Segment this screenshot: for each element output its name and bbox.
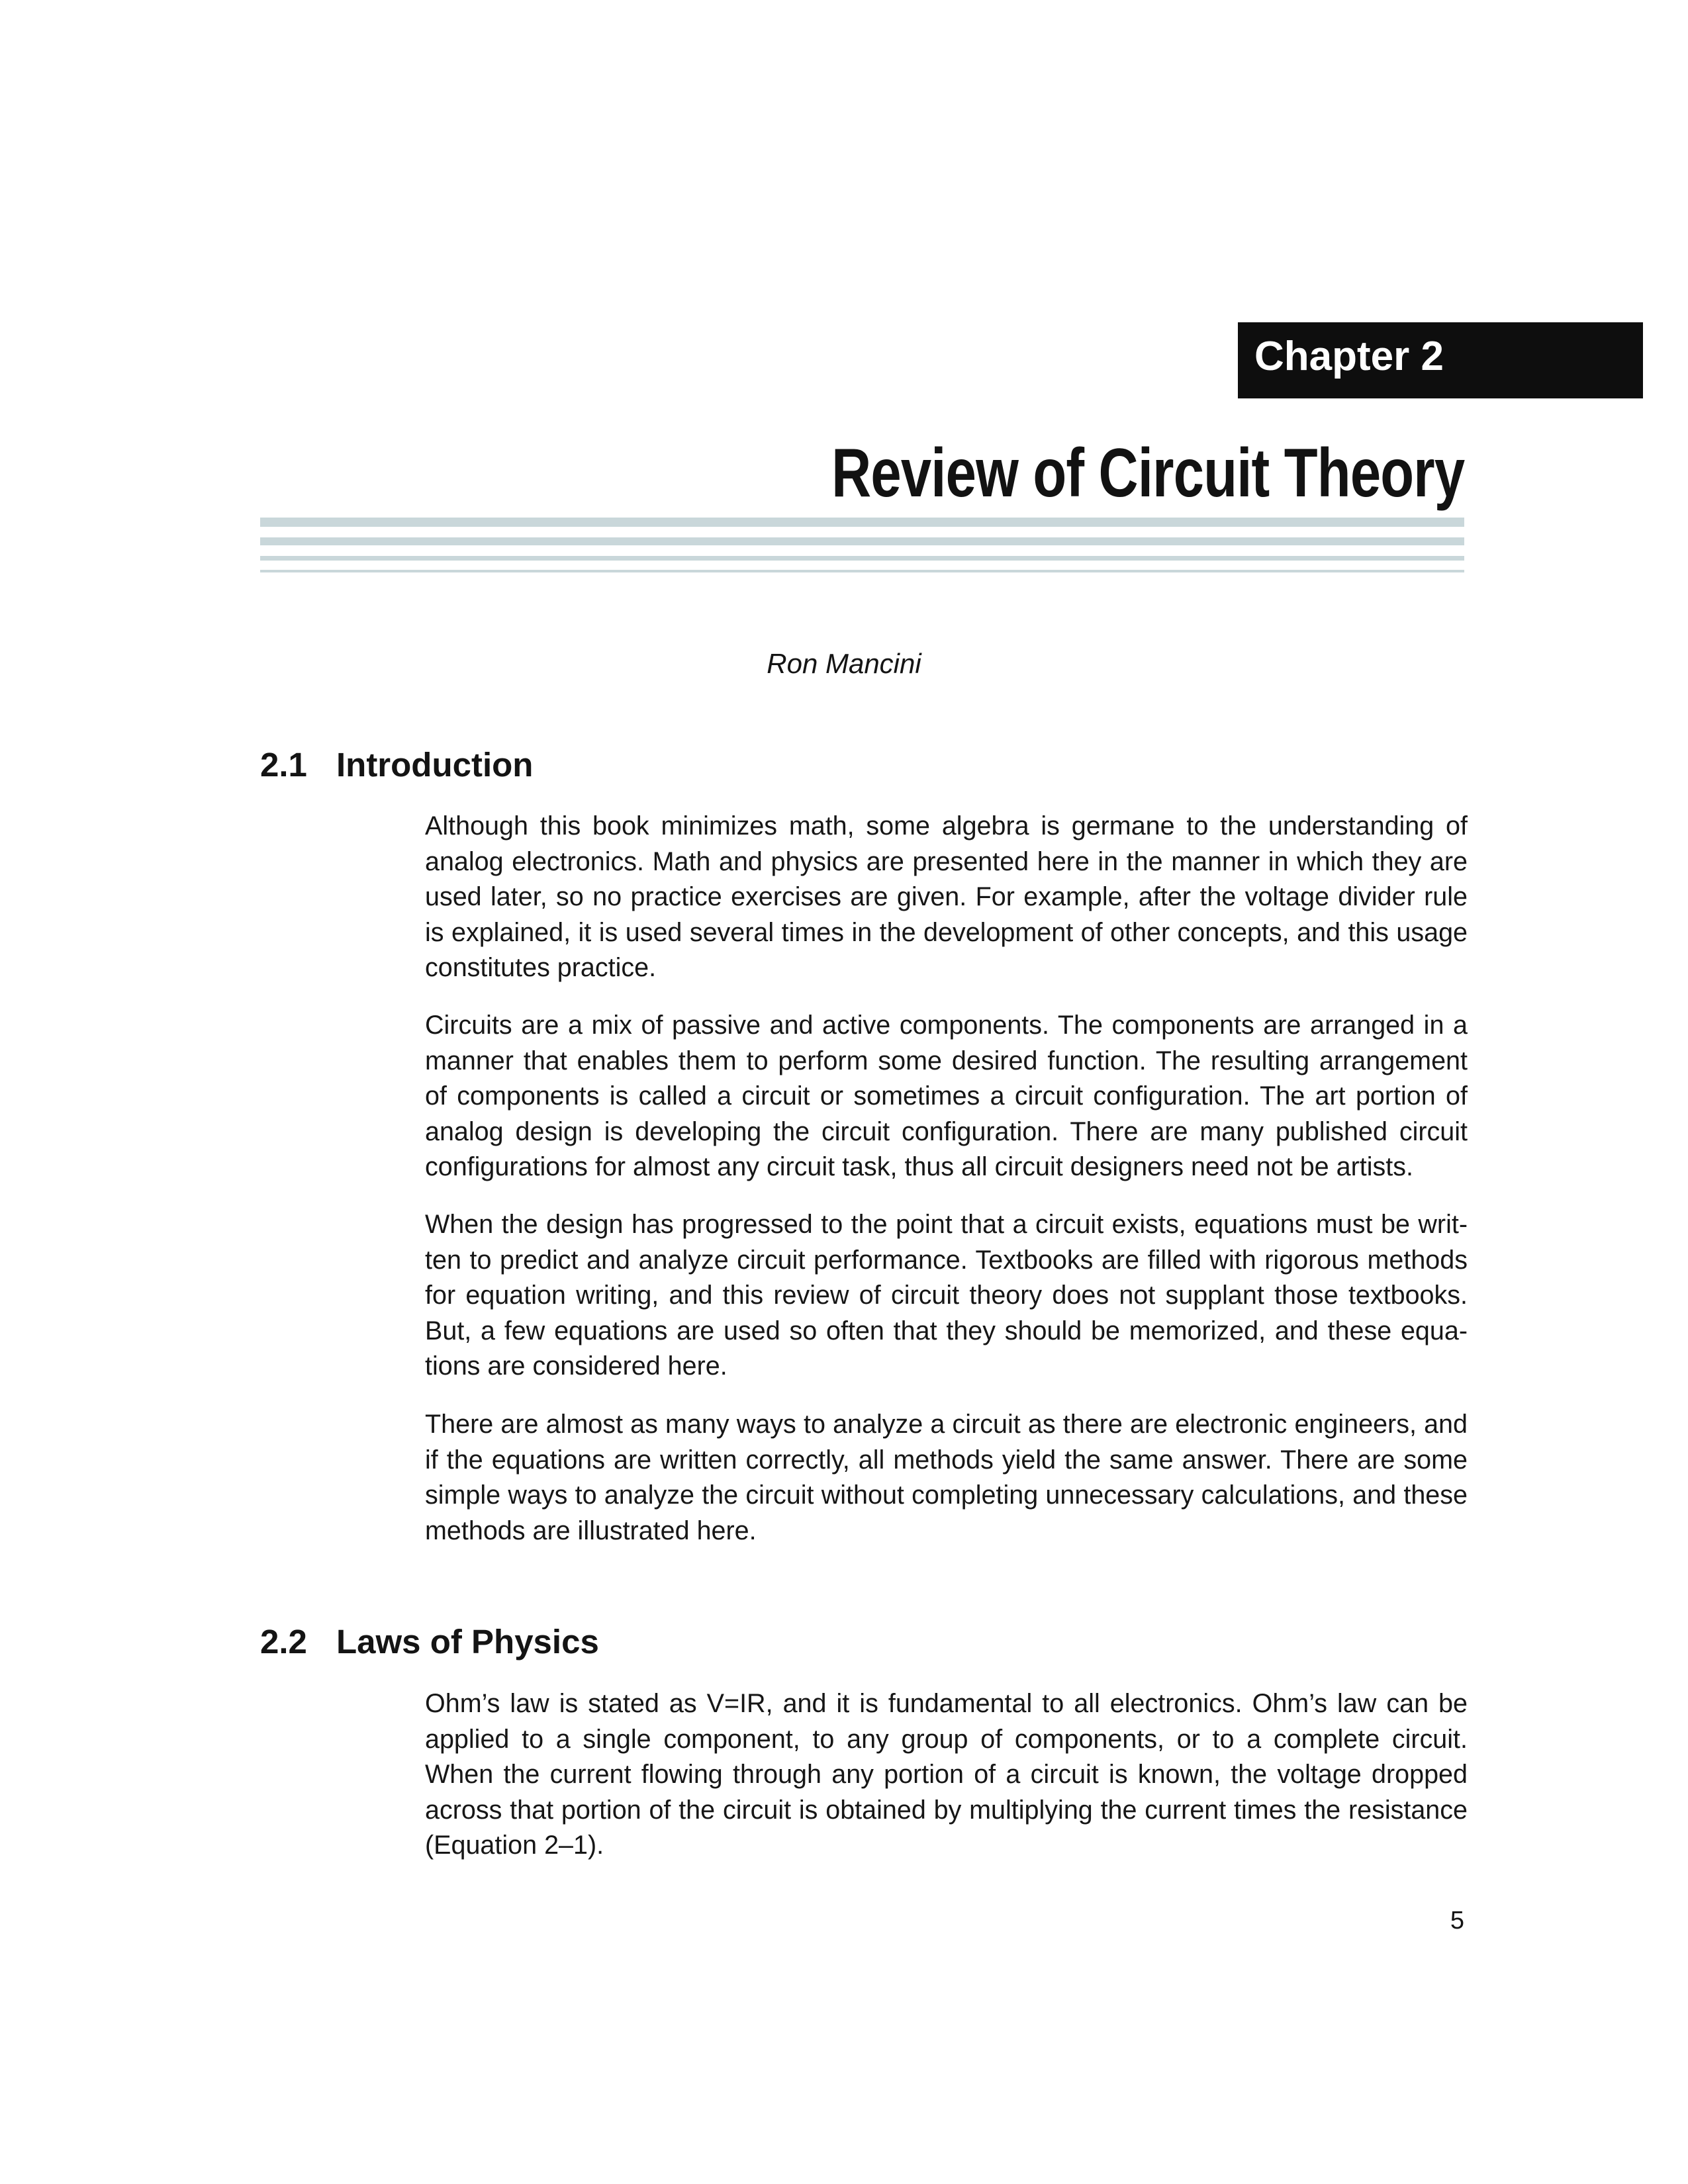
paragraph: Ohm’s law is stated as V=IR, and it is fundamental to all electronics. Ohm’s law can be applied to a single component, to any group of components, or to a complete circuit. When the current flowing through any portion of a circuit is known, the voltage dropped across that portion of the circuit is obtained by multiplying the current times the resistance (Equation 2–1). bbox=[425, 1689, 1468, 1860]
chapter-label-box bbox=[1238, 322, 1643, 398]
chapter-title: Review of Circuit Theory bbox=[831, 435, 1464, 512]
section-title: Introduction bbox=[336, 746, 534, 784]
title-rule bbox=[260, 518, 1464, 527]
paragraph: Although this book minimizes math, some algebra is germane to the understanding of analog electronics. Math and physics are presented here in the manner in which they are used later, so no practice exercises are given. For example, after the voltage divider rule is explained, it is used several times in the development of other concepts, and this usage constitutes practice. bbox=[425, 811, 1468, 982]
title-rule bbox=[260, 570, 1464, 572]
title-rule bbox=[260, 556, 1464, 561]
section-number: 2.2 bbox=[260, 1623, 307, 1661]
paragraph: When the design has progressed to the point that a circuit exists, equations must be written to predict and analyze circuit performance. Textbooks are filled with rigorous methods for equation writing, and this review of circuit theory does not supplant those textbooks. But, a few equations are used so often that they should be memorized, and these equations are considered here. bbox=[425, 1210, 1468, 1381]
section-heading-laws-of-physics bbox=[260, 1621, 599, 1662]
section-heading-introduction bbox=[260, 745, 533, 785]
paragraph: Circuits are a mix of passive and active components. The components are arranged in a manner that enables them to perform some desired function. The resulting arrangement of components is called a circuit or sometimes a circuit configuration. The art portion of analog design is developing the circuit configuration. There are many published circuit configurations for almost any circuit task, thus all circuit designers need not be artists. bbox=[425, 1011, 1468, 1181]
author-name: Ron Mancini bbox=[767, 648, 921, 679]
paragraph: There are almost as many ways to analyze a circuit as there are electronic engineers, and if the equations are written correctly, all methods yield the same answer. There are some simple ways to analyze the circuit without completing unnecessary calculations, and these methods are illustrated here. bbox=[425, 1410, 1468, 1545]
page-number: 5 bbox=[1450, 1907, 1464, 1934]
chapter-label: Chapter 2 bbox=[1254, 334, 1444, 379]
section-number: 2.1 bbox=[260, 746, 307, 784]
title-rule bbox=[260, 537, 1464, 545]
section-title: Laws of Physics bbox=[336, 1623, 599, 1661]
